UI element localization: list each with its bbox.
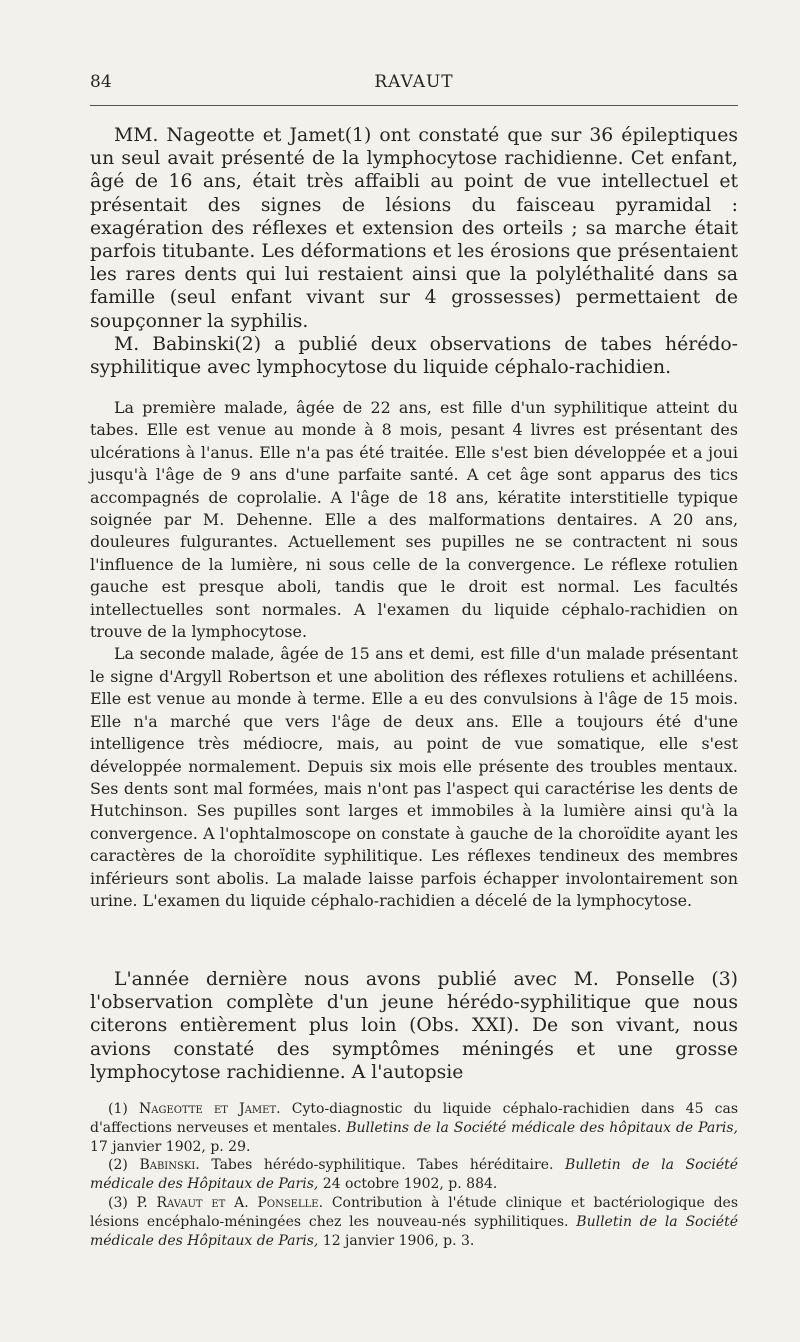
footnote-author: P. Ravaut et A. Ponselle. xyxy=(136,1194,324,1211)
running-head: RAVAUT xyxy=(374,72,454,92)
paragraph-second-patient: La seconde malade, âgée de 15 ans et demi, est fille d'un malade présentant le signe d'Argyll Robertson et une abolition des réflexes rotuliens et achilléens. Elle est venue au monde à terme. Elle a eu des convulsions à l'âge de 15 mois. Elle n'a marché que vers l'âge de deux ans. Elle a toujours été d'une intelligence très médiocre, mais, au point de vue somatique, elle s'est développée normalement. Depuis six mois elle présente des troubles mentaux. Ses dents sont mal formées, mais n'ont pas l'aspect qui caractérise les dents de Hutchinson. Ses pupilles sont larges et immobiles à la lumière ainsi qu'à la convergence. A l'ophtalmoscope on constate à gauche de la choroïdite ayant les caractères de la choroïdite syphilitique. Les réflexes tendineux des membres inférieurs sont abolis. La malade laisse parfois échapper involontairement son urine. L'examen du liquide céphalo-rachidien a décelé de la lymphocytose. xyxy=(90,644,738,910)
footnote-author: Babinski. xyxy=(139,1157,200,1174)
page-number: 84 xyxy=(90,72,112,92)
paragraph-first-patient: La première malade, âgée de 22 ans, est fille d'un syphilitique atteint du tabes. Elle est venue au monde à 8 mois, pesant 4 livres est présentant des ulcérations à l'anus. Elle n'a pas été traitée. Elle s'est bien développée et a joui jusqu'à l'âge de 9 ans d'une parfaite santé. A cet âge sont apparus des tics accompagnés de coprolalie. A l'âge de 18 ans, kératite interstitielle typique soignée par M. Dehenne. Elle a des malformations dentaires. A 20 ans, douleures fulgurantes. Actuellement ses pupilles ne se contractent ni sous l'influence de la lumière, ni sous celle de la convergence. Le réflexe rotulien gauche est presque aboli, tandis que le droit est normal. Les facultés intellectuelles sont normales. A l'examen du liquide céphalo-rachidien on trouve de la lymphocytose. xyxy=(90,398,738,642)
page-header xyxy=(90,72,738,98)
footnote-author: Nageotte et Jamet. xyxy=(139,1101,281,1117)
footnote-1: (1) Nageotte et Jamet. Cyto-diagnostic du liquide céphalo-rachidien dans 45 cas d'affections nerveuses et mentales. Bulletins de la Société médicale des hôpitaux de Paris, 17 janvier 1902, p. 29. xyxy=(90,1101,739,1155)
footnotes xyxy=(90,1100,738,1250)
footnote-source: Bulletin de la Société médicale des Hôpitaux de Paris, xyxy=(90,1157,739,1193)
header-rule xyxy=(90,105,738,106)
footnote-source: Bulletins de la Société médicale des hôpitaux de Paris, xyxy=(346,1119,739,1136)
paragraph-babinski: M. Babinski(2) a publié deux observations de tabes hérédo-syphilitique avec lymphocytose du liquide céphalo-rachidien. xyxy=(90,333,738,379)
observations-section xyxy=(90,397,738,912)
closing-section xyxy=(90,968,738,1084)
paragraph-ponselle: L'année dernière nous avons publié avec M. Ponselle (3) l'observation complète d'un jeune hérédo-syphilitique que nous citerons entièrement plus loin (Obs. XXI). De son vivant, nous avions constaté des symptômes méningés et une grosse lymphocytose rachidienne. A l'autopsie xyxy=(90,969,738,1083)
footnote-source: Bulletin de la Société médicale des Hôpitaux de Paris, xyxy=(90,1213,738,1249)
footnote-3: (3) P. Ravaut et A. Ponselle. Contribution à l'étude clinique et bactériologique des lésions encéphalo-méningées chez les nouveau-nés syphilitiques. Bulletin de la Société médicale des Hôpitaux de Paris, 12 janvier 1906, p. 3. xyxy=(90,1194,739,1249)
paragraph-nageotte-jamet: MM. Nageotte et Jamet(1) ont constaté que sur 36 épileptiques un seul avait présenté de la lymphocytose rachidienne. Cet enfant, âgé de 16 ans, était très affaibli au point de vue intellectuel et présentait des signes de lésions du faisceau pyramidal : exagération des réflexes et extension des orteils ; sa marche était parfois titubante. Les déformations et les érosions que présentaient les rares dents qui lui restaient ainsi que la polyléthalité dans sa famille (seul enfant vivant sur 4 grossesses) permettaient de soupçonner la syphilis. xyxy=(90,125,738,332)
intro-section xyxy=(90,124,738,379)
footnote-2: (2) Babinski. Tabes hérédo-syphilitique. Tabes héréditaire. Bulletin de la Société médicale des Hôpitaux de Paris, 24 octobre 1902, p. 884. xyxy=(90,1157,739,1193)
